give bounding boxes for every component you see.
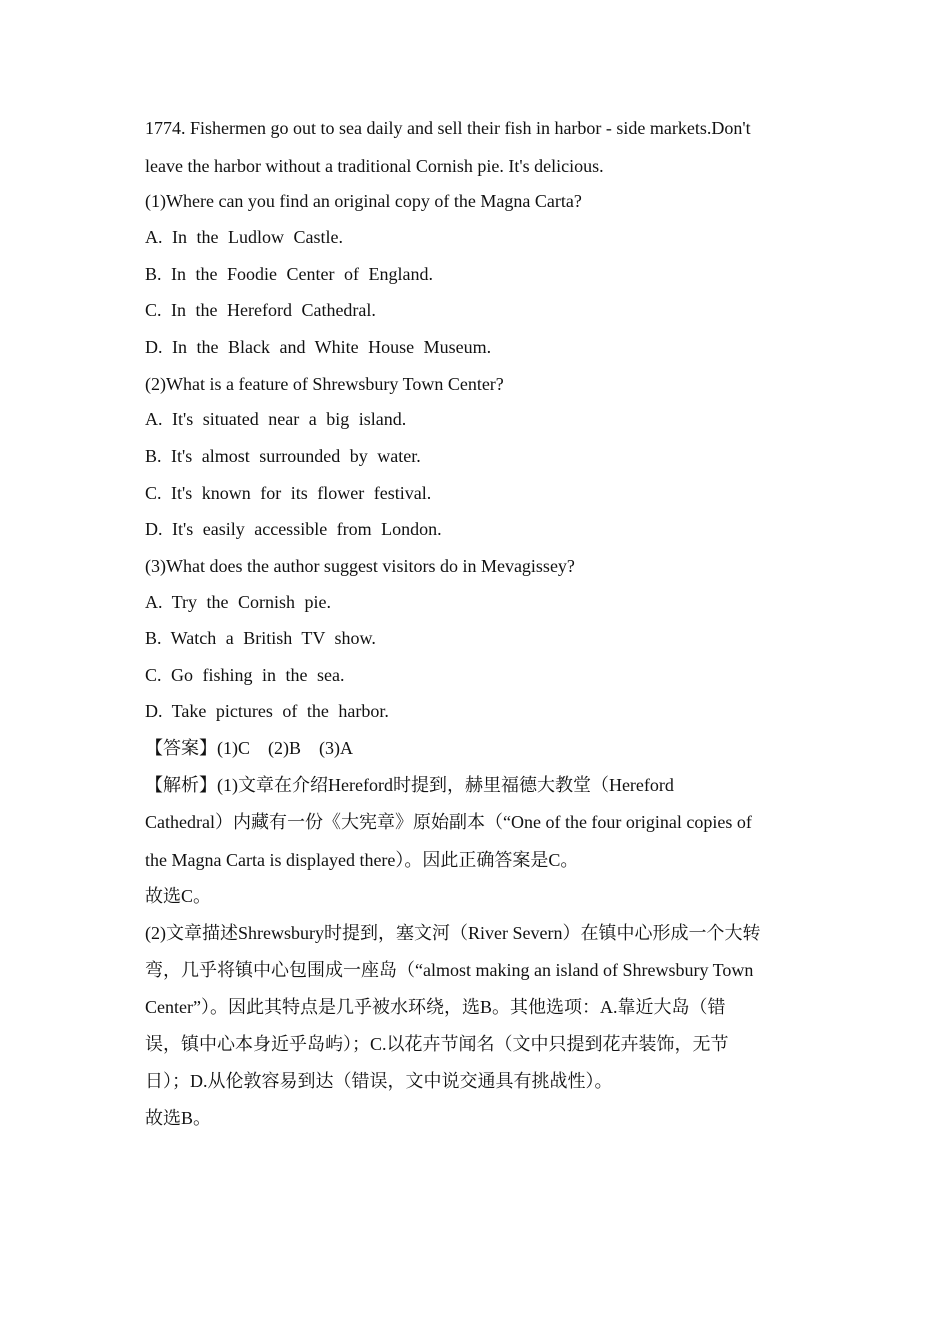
answer-line: 【答案】(1)C (2)B (3)A <box>145 738 353 758</box>
analysis-line: Cathedral）内藏有一份《大宪章》原始副本（“One of the four original copies of <box>145 812 752 832</box>
option-c: C. In the Hereford Cathedral. <box>145 300 376 320</box>
question-stem: (1)Where can you find an original copy of the Magna Carta? <box>145 191 582 211</box>
analysis-line: 弯，几乎将镇中心包围成一座岛（“almost making an island of Shrewsbury Town <box>145 960 754 980</box>
analysis-line: 故选B。 <box>145 1108 212 1128</box>
option-a: A. Try the Cornish pie. <box>145 592 332 612</box>
analysis-line: Center”）。因此其特点是几乎被水环绕，选B。其他选项：A.靠近大岛（错 <box>145 997 726 1017</box>
question-stem: (2)What is a feature of Shrewsbury Town Center? <box>145 374 504 394</box>
option-d: D. Take pictures of the harbor. <box>145 701 389 721</box>
option-c: C. Go fishing in the sea. <box>145 665 345 685</box>
analysis-line: 【解析】(1)文章在介绍Hereford时提到，赫里福德大教堂（Hereford <box>145 775 674 795</box>
question-stem: (3)What does the author suggest visitors do in Mevagissey? <box>145 556 575 576</box>
option-a: A. It's situated near a big island. <box>145 409 407 429</box>
option-a: A. In the Ludlow Castle. <box>145 227 343 247</box>
analysis-line: 误，镇中心本身近乎岛屿）；C.以花卉节闻名（文中只提到花卉装饰，无节 <box>145 1034 729 1054</box>
analysis-line: 日）；D.从伦敦容易到达（错误，文中说交通具有挑战性）。 <box>145 1071 613 1091</box>
passage-line: leave the harbor without a traditional Cornish pie. It's delicious. <box>145 156 604 176</box>
option-d: D. In the Black and White House Museum. <box>145 337 492 357</box>
analysis-line: the Magna Carta is displayed there）。因此正确答案是C。 <box>145 850 579 870</box>
analysis-line: (2)文章描述Shrewsbury时提到，塞文河（River Severn）在镇中心形成一个大转 <box>145 923 761 943</box>
option-c: C. It's known for its flower festival. <box>145 483 432 503</box>
option-b: B. It's almost surrounded by water. <box>145 446 421 466</box>
option-d: D. It's easily accessible from London. <box>145 519 442 539</box>
option-b: B. In the Foodie Center of England. <box>145 264 433 284</box>
option-b: B. Watch a British TV show. <box>145 628 376 648</box>
analysis-line: 故选C。 <box>145 886 212 906</box>
passage-line: 1774. Fishermen go out to sea daily and sell their fish in harbor - side markets.Don't <box>145 118 751 138</box>
